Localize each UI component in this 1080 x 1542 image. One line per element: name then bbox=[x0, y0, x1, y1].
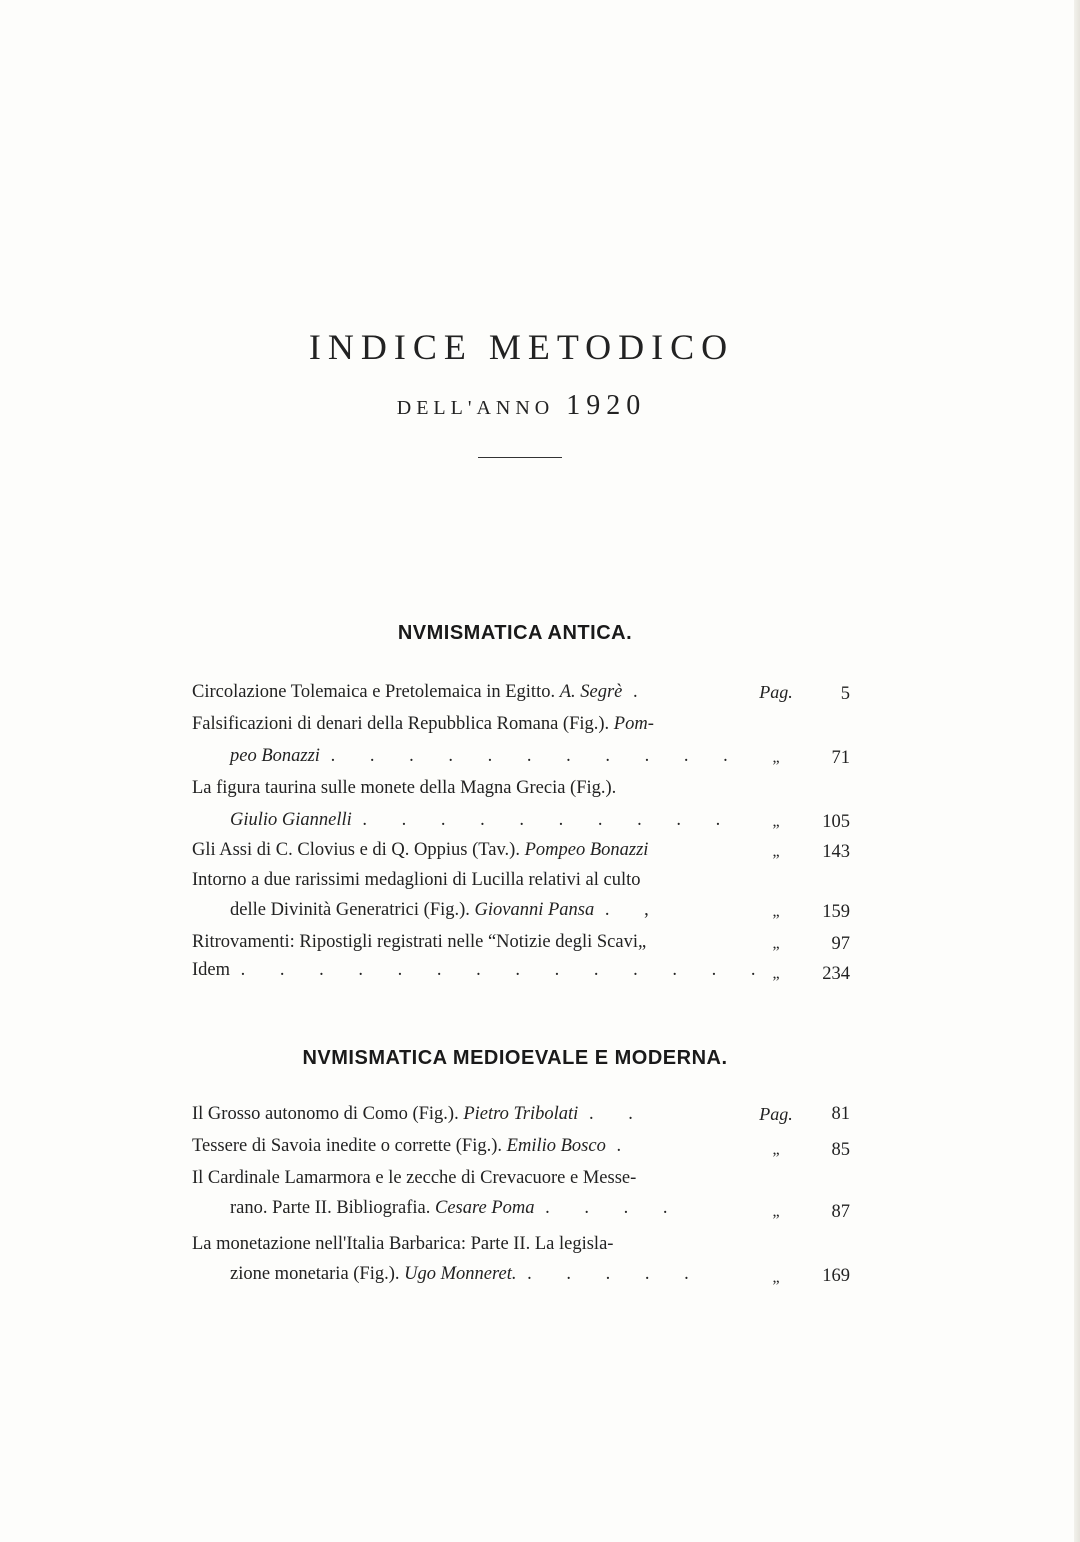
page-number: 143 bbox=[822, 842, 850, 862]
toc-entry-line bbox=[192, 712, 752, 736]
ditto-mark: „ bbox=[772, 935, 780, 952]
toc-entry-continuation bbox=[230, 1262, 752, 1286]
page-number: 85 bbox=[831, 1140, 850, 1160]
dot-leaders: . . . . . . . . . . . . . . bbox=[240, 960, 771, 980]
ditto-mark: „ bbox=[772, 843, 780, 860]
entry-author: Cesare Poma bbox=[434, 1198, 535, 1218]
page-number: 234 bbox=[822, 964, 850, 984]
entry-author: Giulio Giannelli bbox=[230, 810, 352, 830]
entry-title: Il Cardinale Lamarmora e le zecche di Crevacuore e Messe- bbox=[192, 1168, 637, 1188]
page-ref-label: Pag. bbox=[759, 682, 793, 702]
toc-entry-line bbox=[192, 1166, 752, 1190]
page-subtitle bbox=[0, 390, 1043, 422]
ditto-mark: „ bbox=[772, 813, 780, 830]
page-number: 81 bbox=[831, 1104, 850, 1124]
entry-author: A. Segrè bbox=[559, 682, 623, 702]
section-heading-antica: NVMISMATICA ANTICA. bbox=[397, 622, 633, 644]
page-number: 105 bbox=[822, 812, 850, 832]
page-number: 169 bbox=[822, 1266, 850, 1286]
entry-title: Il Grosso autonomo di Como (Fig.). bbox=[192, 1104, 459, 1124]
dot-leaders: . . . . bbox=[545, 1198, 683, 1218]
toc-entry-continuation bbox=[230, 1196, 752, 1220]
page-number: 159 bbox=[822, 902, 850, 922]
dot-leaders: . , bbox=[604, 900, 664, 920]
entry-title: La monetazione nell'Italia Barbarica: Parte II. La legisla- bbox=[192, 1234, 614, 1254]
entry-author: Giovanni Pansa bbox=[474, 900, 595, 920]
ditto-mark: „ bbox=[772, 965, 780, 982]
entry-title: Circolazione Tolemaica e Pretolemaica in Egitto. bbox=[192, 682, 556, 702]
toc-entry-line bbox=[192, 1102, 752, 1126]
page-number: 87 bbox=[831, 1202, 850, 1222]
ditto-mark: „ bbox=[772, 749, 780, 766]
entry-title: Falsificazioni di denari della Repubblica Romana (Fig.). bbox=[192, 714, 610, 734]
dot-leaders: . bbox=[616, 1136, 637, 1156]
toc-entry-continuation bbox=[230, 898, 752, 922]
entry-title-continued: delle Divinità Generatrici (Fig.). bbox=[230, 900, 470, 920]
toc-entry-line bbox=[192, 1232, 752, 1256]
ditto-mark: „ bbox=[772, 1141, 780, 1158]
page-number: 97 bbox=[831, 934, 850, 954]
entry-title-continued: zione monetaria (Fig.). bbox=[230, 1264, 400, 1284]
subtitle-year: 1920 bbox=[566, 390, 647, 421]
page-number: 5 bbox=[840, 684, 850, 704]
toc-entry-line bbox=[192, 958, 771, 982]
entry-title-continued: rano. Parte II. Bibliografia. bbox=[230, 1198, 431, 1218]
entry-title: Tessere di Savoia inedite o corrette (Fig.). bbox=[192, 1136, 503, 1156]
entry-author: Ugo Monneret. bbox=[404, 1264, 517, 1284]
dot-leaders: . . bbox=[588, 1104, 648, 1124]
entry-title: Ritrovamenti: Ripostigli registrati nelle “Notizie degli Scavi„ bbox=[192, 932, 647, 952]
entry-author: Pom- bbox=[613, 714, 654, 734]
toc-entry-line bbox=[192, 776, 752, 800]
page-title: INDICE METODICO bbox=[308, 327, 735, 367]
page-number: 71 bbox=[831, 748, 850, 768]
dot-leaders: . bbox=[633, 682, 653, 702]
entry-title: Gli Assi di C. Clovius e di Q. Oppius (Tav.). bbox=[192, 840, 520, 860]
toc-entry-continuation bbox=[230, 744, 752, 768]
page-ref-label: Pag. bbox=[759, 1104, 793, 1124]
ditto-mark: „ bbox=[772, 1269, 780, 1286]
entry-title: Idem bbox=[192, 960, 231, 980]
toc-entry-continuation bbox=[230, 808, 752, 832]
ditto-mark: „ bbox=[772, 903, 780, 920]
ditto-mark: „ bbox=[772, 1203, 780, 1220]
title-divider bbox=[478, 457, 562, 458]
dot-leaders: . . . . . . . . . . . bbox=[330, 746, 743, 766]
entry-title: La figura taurina sulle monete della Magna Grecia (Fig.). bbox=[192, 778, 617, 798]
toc-entry-line bbox=[192, 1134, 752, 1158]
toc-entry-line bbox=[192, 680, 752, 704]
toc-entry-line bbox=[192, 838, 752, 862]
dot-leaders: . . . . . bbox=[527, 1264, 704, 1284]
toc-entry-line bbox=[192, 868, 752, 892]
entry-title: Intorno a due rarissimi medaglioni di Lucilla relativi al culto bbox=[192, 870, 641, 890]
section-heading-medioevale: NVMISMATICA MEDIOEVALE E MODERNA. bbox=[302, 1047, 728, 1069]
page-edge bbox=[1074, 0, 1080, 1542]
entry-author: Pompeo Bonazzi bbox=[524, 840, 649, 860]
subtitle-prefix: DELL'ANNO bbox=[396, 397, 555, 419]
entry-author: Emilio Bosco bbox=[506, 1136, 606, 1156]
entry-author: peo Bonazzi bbox=[230, 746, 320, 766]
dot-leaders: . . . . . . . . . . bbox=[362, 810, 736, 830]
entry-author: Pietro Tribolati bbox=[463, 1104, 579, 1124]
toc-entry-line bbox=[192, 930, 752, 954]
